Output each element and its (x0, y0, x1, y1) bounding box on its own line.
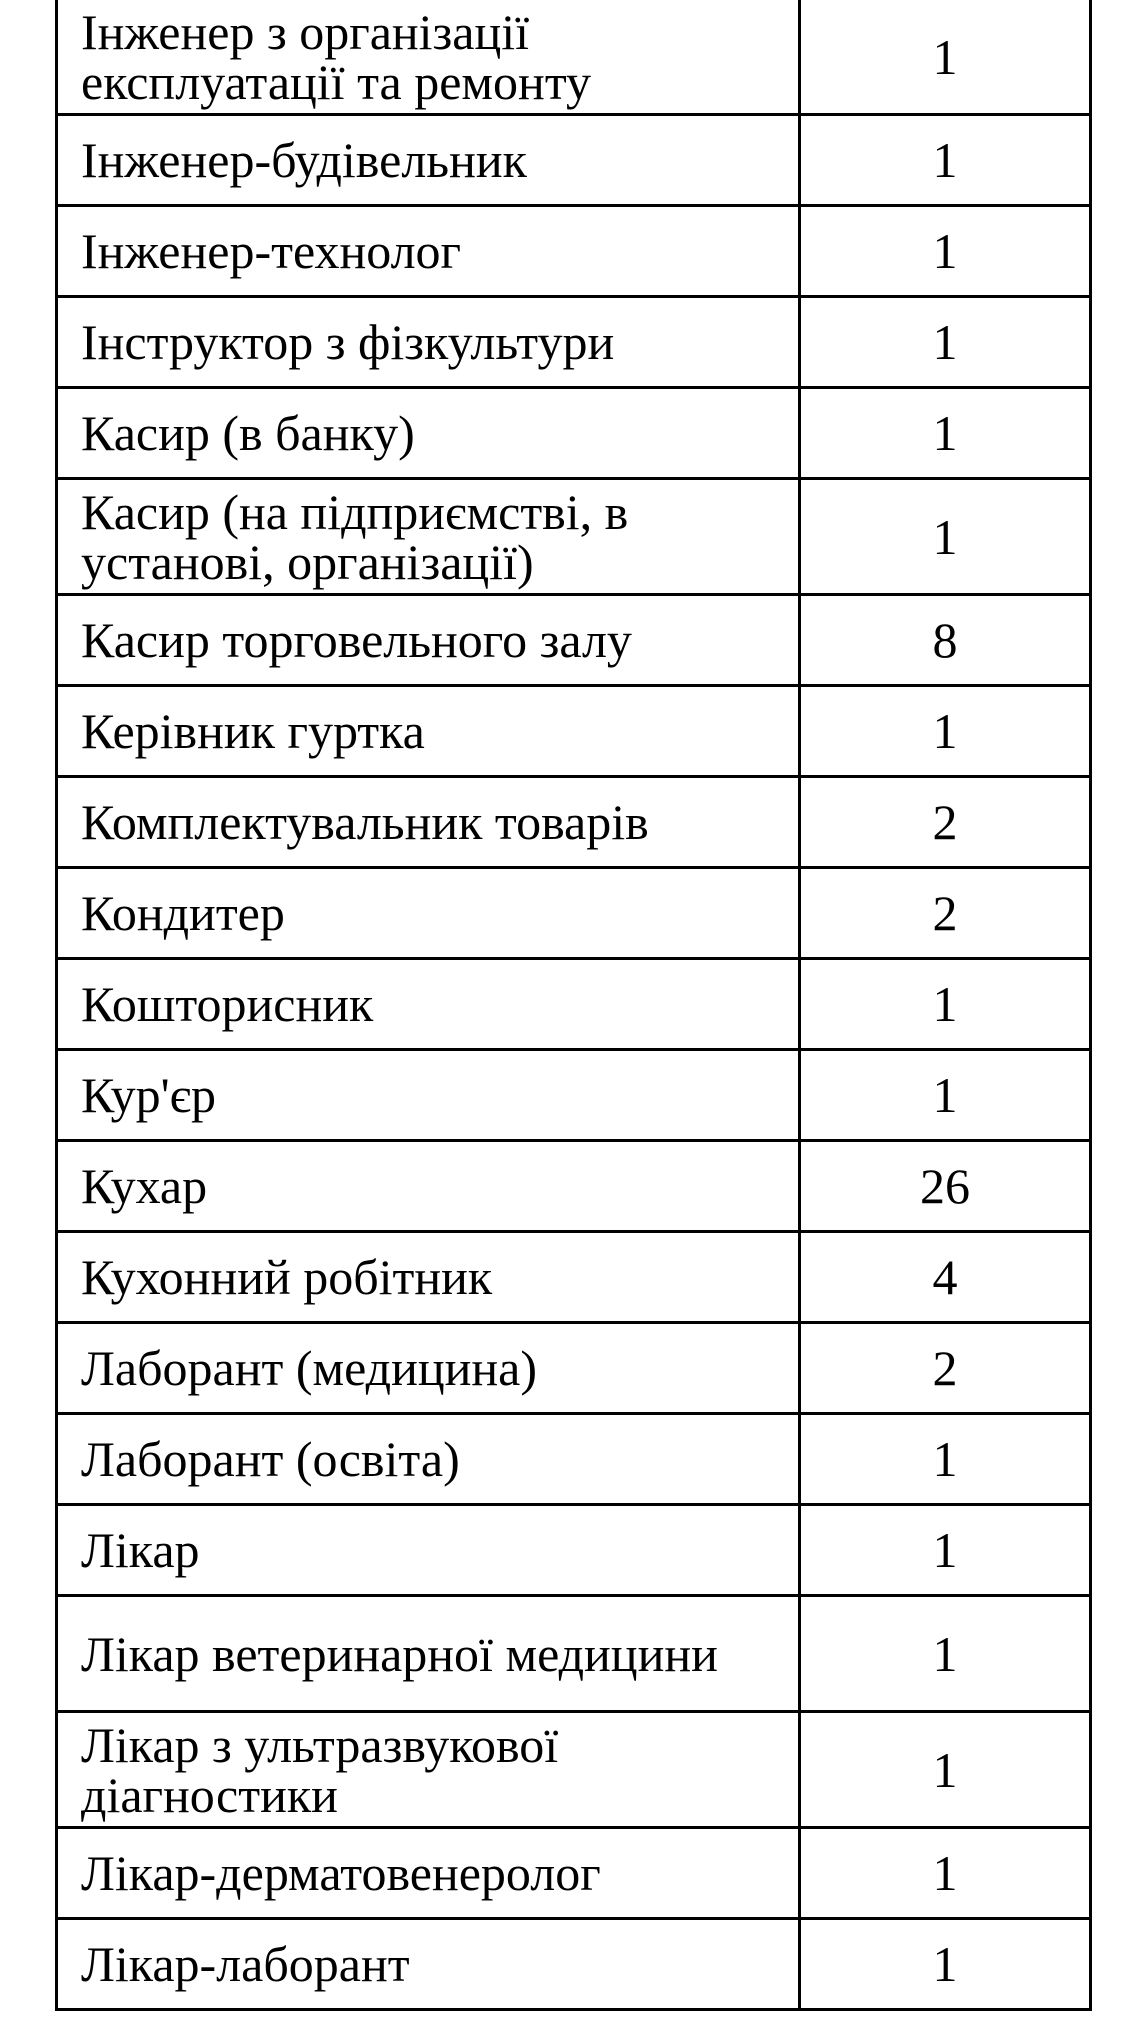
table-row (57, 686, 1091, 777)
vacancy-count: 1 (800, 115, 1091, 206)
profession-name: Касир (на підприємстві, в установі, організації) (57, 479, 800, 595)
vacancy-count: 1 (800, 479, 1091, 595)
table-row (57, 1414, 1091, 1505)
profession-name: Керівник гуртка (57, 686, 800, 777)
vacancy-count: 1 (800, 1505, 1091, 1596)
vacancy-count: 1 (800, 1414, 1091, 1505)
vacancy-count: 1 (800, 388, 1091, 479)
profession-name: Лаборант (медицина) (57, 1323, 800, 1414)
profession-name: Інженер-будівельник (57, 115, 800, 206)
vacancy-count: 1 (800, 1712, 1091, 1828)
profession-name: Касир торговельного залу (57, 595, 800, 686)
profession-name: Інженер з організації експлуатації та ремонту (57, 0, 800, 115)
vacancy-count: 1 (800, 1596, 1091, 1712)
profession-name: Інструктор з фізкультури (57, 297, 800, 388)
table-row (57, 1919, 1091, 2010)
profession-name: Кур'єр (57, 1050, 800, 1141)
table-row (57, 595, 1091, 686)
profession-name: Лаборант (освіта) (57, 1414, 800, 1505)
table-row (57, 1505, 1091, 1596)
vacancy-count: 1 (800, 0, 1091, 115)
table-row (57, 1323, 1091, 1414)
profession-name: Лікар (57, 1505, 800, 1596)
profession-name: Кошторисник (57, 959, 800, 1050)
table-row (57, 777, 1091, 868)
profession-name: Кондитер (57, 868, 800, 959)
table-row (57, 1141, 1091, 1232)
table-row (57, 959, 1091, 1050)
vacancy-count: 1 (800, 1919, 1091, 2010)
vacancy-table (55, 0, 1092, 2011)
table-row (57, 206, 1091, 297)
vacancy-count: 1 (800, 206, 1091, 297)
table-row (57, 388, 1091, 479)
table-row (57, 0, 1091, 115)
vacancy-count: 2 (800, 1323, 1091, 1414)
table-row (57, 115, 1091, 206)
profession-name: Кухар (57, 1141, 800, 1232)
table-row (57, 868, 1091, 959)
profession-name: Комплектувальник товарів (57, 777, 800, 868)
vacancy-count: 2 (800, 868, 1091, 959)
table-row (57, 479, 1091, 595)
table-row (57, 1596, 1091, 1712)
vacancy-count: 1 (800, 297, 1091, 388)
profession-name: Лікар-лаборант (57, 1919, 800, 2010)
vacancy-count: 26 (800, 1141, 1091, 1232)
profession-name: Лікар-дерматовенеролог (57, 1828, 800, 1919)
vacancy-count: 4 (800, 1232, 1091, 1323)
profession-name: Лікар з ультразвукової діагностики (57, 1712, 800, 1828)
vacancy-count: 2 (800, 777, 1091, 868)
table-row (57, 1232, 1091, 1323)
table-row (57, 1050, 1091, 1141)
vacancy-count: 1 (800, 959, 1091, 1050)
vacancy-count: 1 (800, 1050, 1091, 1141)
vacancy-count: 8 (800, 595, 1091, 686)
vacancy-count: 1 (800, 686, 1091, 777)
vacancy-count: 1 (800, 1828, 1091, 1919)
profession-name: Кухонний робітник (57, 1232, 800, 1323)
profession-name: Касир (в банку) (57, 388, 800, 479)
profession-name: Інженер-технолог (57, 206, 800, 297)
table-row (57, 1828, 1091, 1919)
profession-name: Лікар ветеринарної медицини (57, 1596, 800, 1712)
table-row (57, 1712, 1091, 1828)
table-row (57, 297, 1091, 388)
